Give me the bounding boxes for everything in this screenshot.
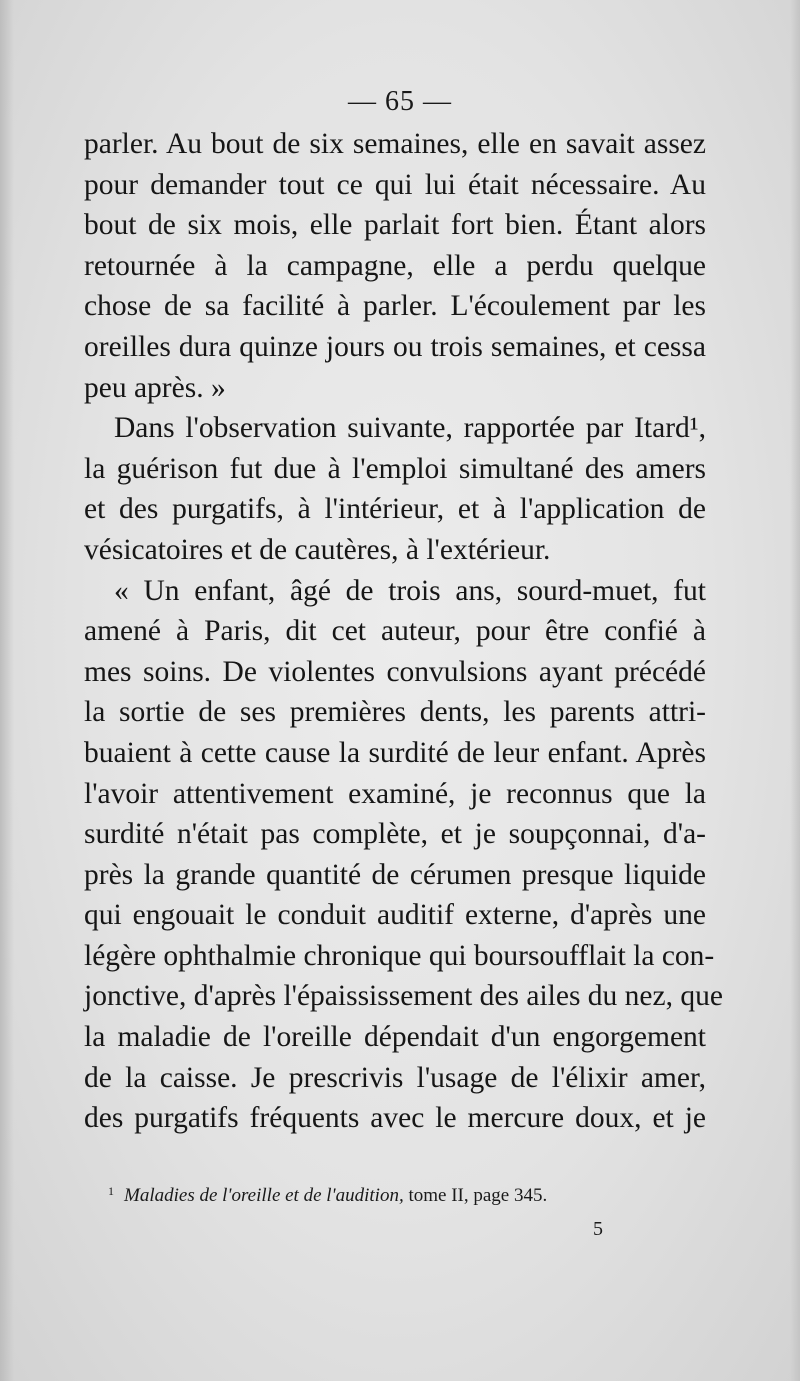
text-line: qui engouait le conduit auditif externe, d'après une — [84, 899, 706, 932]
page-shadow-right — [790, 0, 800, 1381]
page-number: — 65 — — [348, 86, 452, 117]
text-line: l'avoir attentivement examiné, je reconnus que la — [84, 777, 706, 810]
text-line: peu après. » — [84, 371, 226, 404]
text-line: la maladie de l'oreille dépendait d'un engorgement — [84, 1021, 706, 1054]
text-line: surdité n'était pas complète, et je soupçonnai, d'a- — [84, 818, 706, 851]
signature-mark: 5 — [593, 1218, 603, 1240]
footnote-marker: 1 — [108, 1184, 114, 1198]
footnote-reference: tome II, page 345. — [403, 1185, 548, 1206]
text-line: buaient à cette cause la surdité de leur enfant. Après — [84, 736, 706, 769]
text-line: la sortie de ses premières dents, les parents attri- — [84, 696, 706, 729]
footnote — [108, 1184, 547, 1207]
text-line: parler. Au bout de six semaines, elle en savait assez — [84, 128, 706, 160]
text-line: oreilles dura quinze jours ou trois semaines, et cessa — [84, 330, 706, 363]
text-line: près la grande quantité de cérumen presque liquide — [84, 858, 706, 891]
text-line: vésicatoires et de cautères, à l'extérieur. — [84, 533, 551, 566]
text-line: bout de six mois, elle parlait fort bien. Étant alors — [84, 209, 706, 242]
text-line: de la caisse. Je prescrivis l'usage de l'élixir amer, — [84, 1061, 706, 1094]
text-line: des purgatifs fréquents avec le mercure doux, et je — [84, 1102, 706, 1135]
text-line: retournée à la campagne, elle a perdu quelque — [84, 249, 706, 282]
text-line: chose de sa facilité à parler. L'écoulement par les — [84, 290, 706, 323]
body-text — [84, 124, 723, 1139]
text-line: légère ophthalmie chronique qui boursoufflait la con- — [84, 939, 715, 972]
page-shadow-left — [0, 0, 14, 1381]
text-line: jonctive, d'après l'épaississement des ailes du nez, que — [84, 980, 723, 1013]
text-line: pour demander tout ce qui lui était nécessaire. Au — [84, 168, 706, 201]
text-line: amené à Paris, dit cet auteur, pour être confié à — [84, 615, 706, 648]
text-line: la guérison fut due à l'emploi simultané des amers — [84, 452, 706, 485]
text-line: et des purgatifs, à l'intérieur, et à l'application de — [84, 493, 706, 526]
text-line: « Un enfant, âgé de trois ans, sourd-muet, fut — [114, 574, 706, 607]
text-line: mes soins. De violentes convulsions ayant précédé — [84, 655, 706, 688]
footnote-title: Maladies de l'oreille et de l'audition, — [124, 1185, 404, 1206]
text-line: Dans l'observation suivante, rapportée par Itard¹, — [114, 412, 706, 445]
